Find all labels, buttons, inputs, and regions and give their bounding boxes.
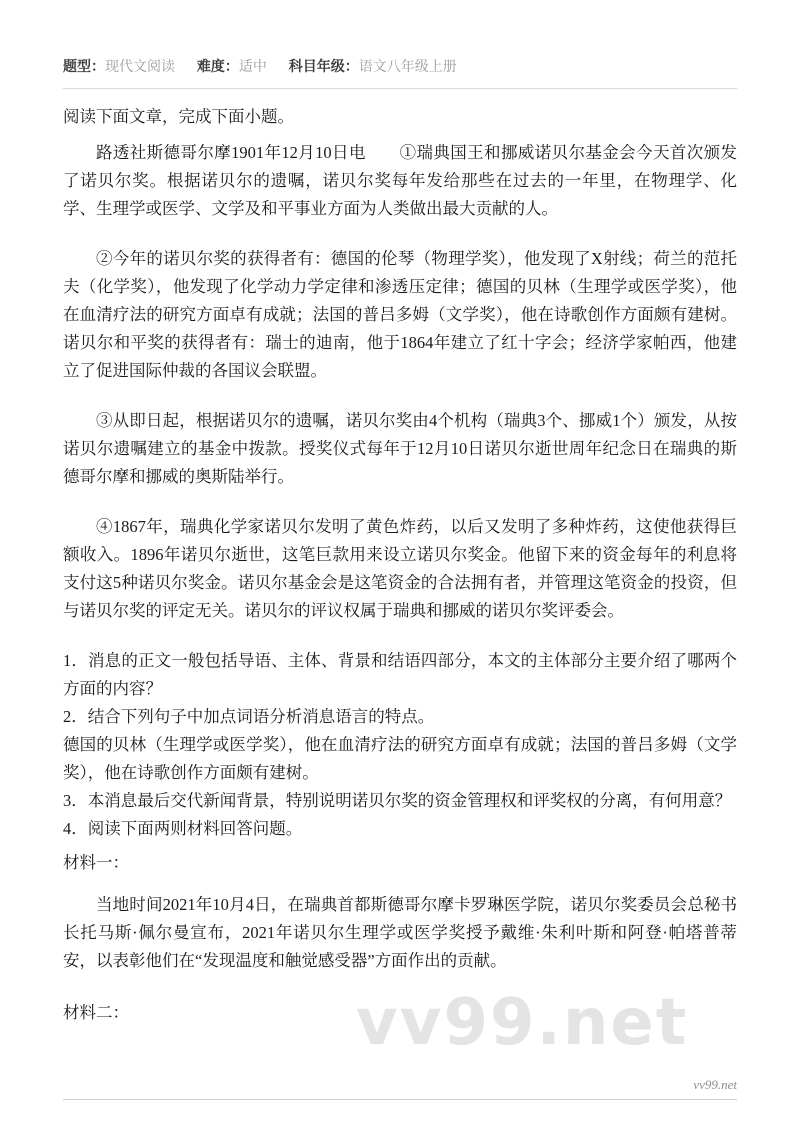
meta-header <box>63 56 737 76</box>
meta-field-subject-grade <box>289 58 457 74</box>
question-type-label: 题型： <box>63 58 105 74</box>
question-4: 4．阅读下面两则材料回答问题。 <box>63 819 303 838</box>
watermark-text: vv99.net <box>356 986 689 1060</box>
passage-paragraph-4: ④1867年，瑞典化学家诺贝尔发明了黄色炸药，以后又发明了多种炸药，这使他获得巨额收入。1896年诺贝尔逝世，这笔巨款用来设立诺贝尔奖金。他留下来的资金每年的利息将支付这5种诺贝尔奖金。诺贝尔基金会是这笔资金的合法拥有者，并管理这笔资金的投资，但与诺贝尔奖的评定无关。诺贝尔的评议权属于瑞典和挪威的诺贝尔奖评委会。 <box>63 517 737 620</box>
passage-paragraph-1: 路透社斯德哥尔摩1901年12月10日电 ①瑞典国王和挪威诺贝尔基金会今天首次颁发了诺贝尔奖。根据诺贝尔的遗嘱，诺贝尔奖每年发给那些在过去的一年里，在物理学、化学、生理学或医学、文学及和平事业方面为人类做出最大贡献的人。 <box>63 143 737 218</box>
page-footer <box>63 1076 737 1100</box>
meta-field-difficulty <box>197 58 267 74</box>
passage-paragraph-2: ②今年的诺贝尔奖的获得者有：德国的伦琴（物理学奖），他发现了X射线；荷兰的范托夫（化学奖），他发现了化学动力学定律和渗透压定律；德国的贝林（生理学或医学奖），他在血清疗法的研究方面卓有成就；法国的普吕多姆（文学奖），他在诗歌创作方面颇有建树。诺贝尔和平奖的获得者有：瑞士的迪南，他于1864年建立了红十字会；经济学家帕西，他建立了促进国际仲裁的各国议会联盟。 <box>63 249 737 380</box>
meta-field-question-type <box>63 58 175 74</box>
footer-divider <box>63 1099 737 1100</box>
subject-grade-label: 科目年级： <box>288 58 359 74</box>
reading-exercise <box>63 103 737 1027</box>
question-1: 1．消息的正文一般包括导语、主体、背景和结语四部分，本文的主体部分主要介绍了哪两个方面的内容？ <box>63 651 737 698</box>
passage-paragraph-3: ③从即日起，根据诺贝尔的遗嘱，诺贝尔奖由4个机构（瑞典3个、挪威1个）颁发，从按诺贝尔遗嘱建立的基金中拨款。授奖仪式每年于12月10日诺贝尔逝世周年纪念日在瑞典的斯德哥尔摩和挪威的奥斯陆举行。 <box>63 411 737 486</box>
material-1-text: 当地时间2021年10月4日，在瑞典首都斯德哥尔摩卡罗琳医学院，诺贝尔奖委员会总秘书长托马斯·佩尔曼宣布，2021年诺贝尔生理学或医学奖授予戴维·朱利叶斯和阿登·帕塔普蒂安，以表彰他们在“发现温度和触觉感受器”方面作出的贡献。 <box>63 895 737 970</box>
question-type-value: 现代文阅读 <box>105 58 175 74</box>
material-2-label: 材料二： <box>63 1003 129 1022</box>
footer-site-text: vv99.net <box>693 1077 737 1092</box>
question-2-example-sentence: 德国的贝林（生理学或医学奖），他在血清疗法的研究方面卓有成就；法国的普吕多姆（文学奖），他在诗歌创作方面颇有建树。 <box>63 735 737 782</box>
question-3: 3．本消息最后交代新闻背景，特别说明诺贝尔奖的资金管理权和评奖权的分离，有何用意？ <box>63 791 732 810</box>
difficulty-value: 适中 <box>238 58 267 74</box>
difficulty-label: 难度： <box>196 58 239 74</box>
question-2: 2．结合下列句子中加点词语分析消息语言的特点。 <box>63 707 435 726</box>
subject-grade-value: 语文八年级上册 <box>358 58 457 74</box>
material-1-label: 材料一： <box>63 853 129 872</box>
intro-line: 阅读下面文章，完成下面小题。 <box>63 107 294 126</box>
header-divider <box>63 88 737 89</box>
